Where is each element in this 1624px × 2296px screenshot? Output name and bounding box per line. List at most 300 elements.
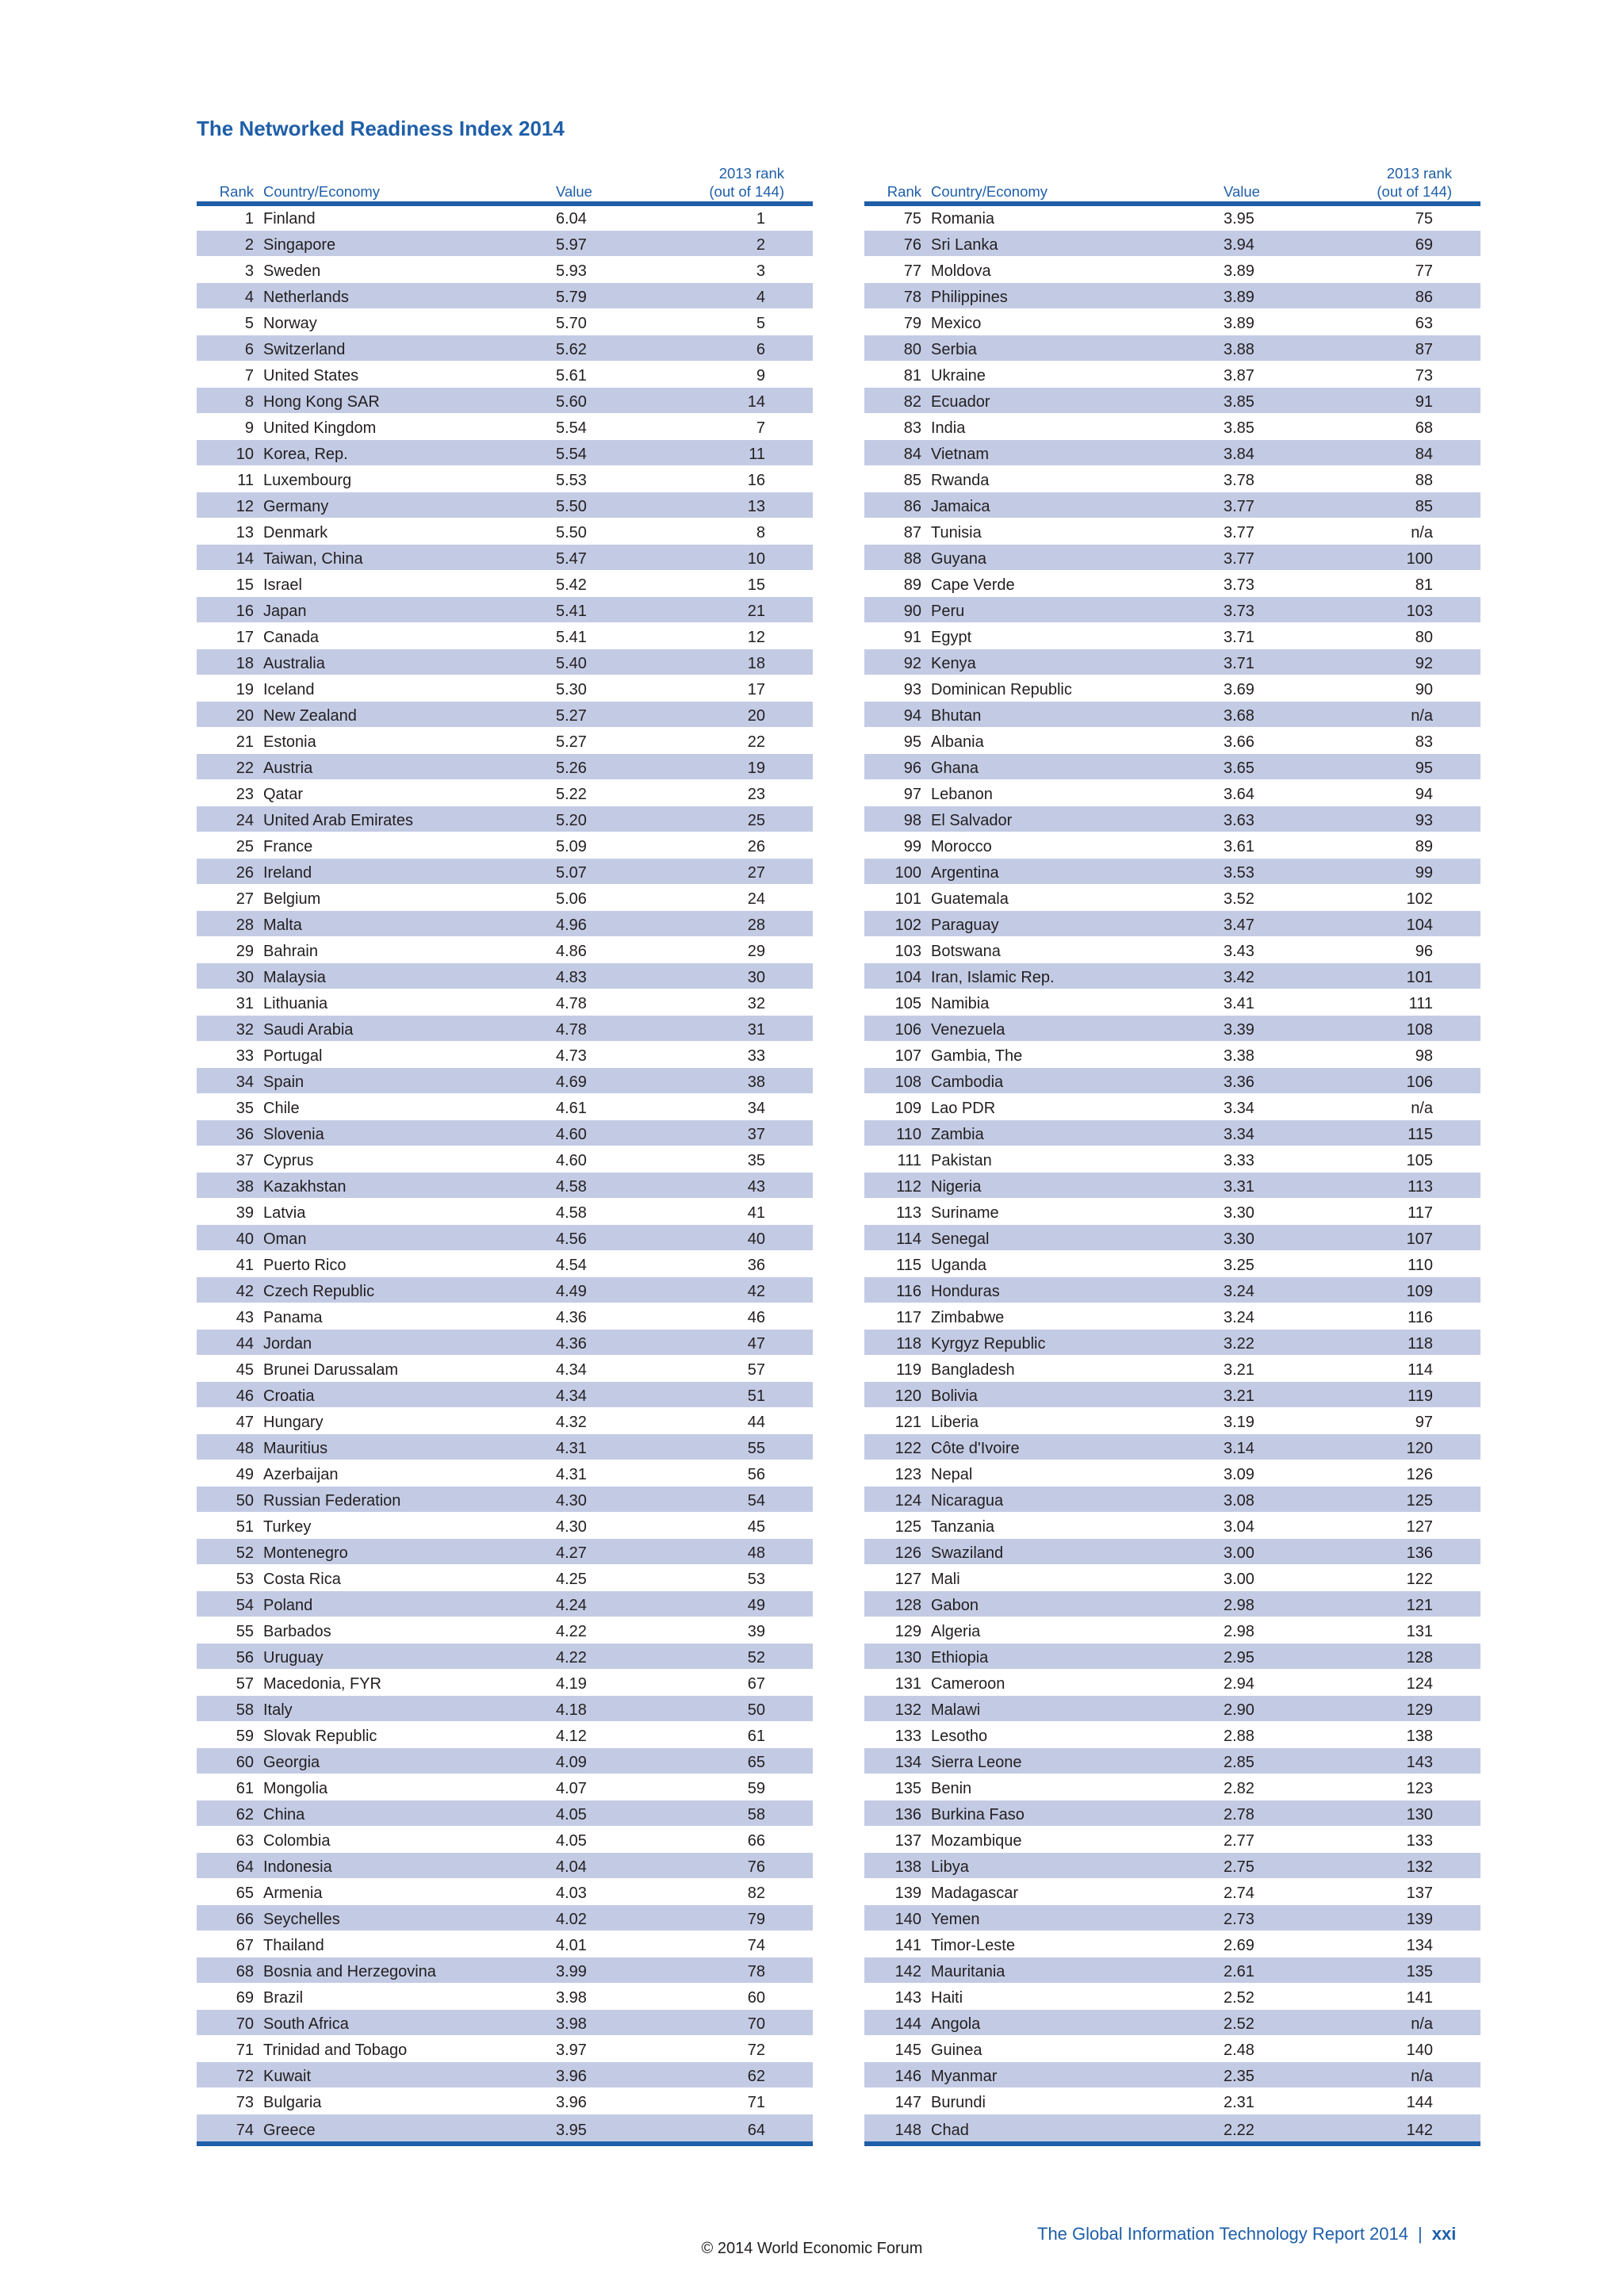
cell-country: South Africa: [263, 2009, 556, 2035]
table-row: [864, 832, 1480, 858]
cell-rank: 19: [197, 675, 263, 701]
cell-2013-rank: 124: [1358, 1669, 1480, 1695]
cell-2013-rank: 106: [1358, 1067, 1480, 1093]
cell-value: 3.39: [1224, 1015, 1358, 1041]
cell-country: Côte d'Ivoire: [931, 1433, 1224, 1460]
table-row: [864, 989, 1480, 1015]
cell-country: Slovenia: [263, 1119, 556, 1146]
cell-value: 2.88: [1224, 1721, 1358, 1747]
cell-2013-rank: 38: [691, 1067, 813, 1093]
cell-country: Kuwait: [263, 2061, 556, 2087]
cell-country: Jordan: [263, 1329, 556, 1355]
cell-value: 3.71: [1224, 649, 1358, 675]
cell-value: 3.52: [1224, 884, 1358, 910]
cell-2013-rank: 21: [691, 596, 813, 622]
table-row: [197, 910, 813, 936]
cell-rank: 15: [197, 570, 263, 596]
table-row: [864, 256, 1480, 282]
cell-2013-rank: 29: [691, 936, 813, 962]
cell-country: Austria: [263, 753, 556, 779]
cell-country: Egypt: [931, 622, 1224, 649]
cell-value: 4.49: [556, 1276, 691, 1303]
cell-2013-rank: 92: [1358, 649, 1480, 675]
cell-country: Burundi: [931, 2087, 1224, 2114]
cell-2013-rank: 122: [1358, 1564, 1480, 1590]
cell-rank: 118: [864, 1329, 931, 1355]
cell-value: 6.04: [556, 204, 691, 230]
cell-value: 2.52: [1224, 2009, 1358, 2035]
cell-rank: 105: [864, 989, 931, 1015]
cell-country: Cape Verde: [931, 570, 1224, 596]
cell-value: 5.27: [556, 727, 691, 753]
cell-rank: 58: [197, 1695, 263, 1721]
cell-2013-rank: 22: [691, 727, 813, 753]
cell-2013-rank: 117: [1358, 1198, 1480, 1224]
cell-value: 3.36: [1224, 1067, 1358, 1093]
table-row: [864, 1931, 1480, 1957]
cell-2013-rank: 46: [691, 1303, 813, 1329]
footer-separator: |: [1418, 2224, 1423, 2244]
cell-country: Jamaica: [931, 492, 1224, 518]
cell-rank: 113: [864, 1198, 931, 1224]
cell-value: 2.98: [1224, 1590, 1358, 1617]
cell-country: Sweden: [263, 256, 556, 282]
cell-rank: 1: [197, 204, 263, 230]
table-row: [197, 1512, 813, 1538]
cell-2013-rank: 10: [691, 544, 813, 570]
cell-2013-rank: 134: [1358, 1931, 1480, 1957]
cell-value: 4.01: [556, 1931, 691, 1957]
cell-2013-rank: 140: [1358, 2035, 1480, 2061]
cell-rank: 110: [864, 1119, 931, 1146]
cell-value: 3.30: [1224, 1224, 1358, 1250]
cell-value: 3.77: [1224, 518, 1358, 544]
cell-country: Spain: [263, 1067, 556, 1093]
cell-value: 5.06: [556, 884, 691, 910]
cell-value: 3.42: [1224, 962, 1358, 989]
cell-country: Singapore: [263, 230, 556, 256]
cell-value: 4.73: [556, 1041, 691, 1067]
cell-rank: 120: [864, 1381, 931, 1407]
cell-value: 3.89: [1224, 256, 1358, 282]
cell-rank: 100: [864, 858, 931, 884]
cell-value: 3.95: [556, 2114, 691, 2144]
cell-rank: 45: [197, 1355, 263, 1381]
cell-2013-rank: 127: [1358, 1512, 1480, 1538]
cell-2013-rank: 120: [1358, 1433, 1480, 1460]
cell-rank: 8: [197, 387, 263, 413]
cell-value: 4.18: [556, 1695, 691, 1721]
cell-value: 3.04: [1224, 1512, 1358, 1538]
cell-country: Nicaragua: [931, 1486, 1224, 1512]
cell-country: Botswana: [931, 936, 1224, 962]
cell-value: 4.78: [556, 1015, 691, 1041]
table-row: [197, 1198, 813, 1224]
cell-value: 5.26: [556, 753, 691, 779]
cell-rank: 29: [197, 936, 263, 962]
cell-country: Azerbaijan: [263, 1460, 556, 1486]
cell-value: 3.97: [556, 2035, 691, 2061]
cell-value: 5.70: [556, 308, 691, 335]
cell-rank: 51: [197, 1512, 263, 1538]
cell-value: 5.40: [556, 649, 691, 675]
cell-value: 4.83: [556, 962, 691, 989]
cell-2013-rank: 143: [1358, 1747, 1480, 1774]
cell-2013-rank: 109: [1358, 1276, 1480, 1303]
cell-country: Georgia: [263, 1747, 556, 1774]
cell-value: 3.94: [1224, 230, 1358, 256]
table-row: [197, 1276, 813, 1303]
cell-value: 4.03: [556, 1878, 691, 1904]
cell-country: Mexico: [931, 308, 1224, 335]
table-row: [197, 1617, 813, 1643]
cell-2013-rank: 88: [1358, 465, 1480, 492]
cell-rank: 39: [197, 1198, 263, 1224]
cell-country: Bahrain: [263, 936, 556, 962]
cell-country: Benin: [931, 1774, 1224, 1800]
cell-rank: 22: [197, 753, 263, 779]
cell-country: Honduras: [931, 1276, 1224, 1303]
table-row: [197, 1852, 813, 1878]
copyright-notice: © 2014 World Economic Forum: [701, 2240, 923, 2257]
cell-rank: 94: [864, 701, 931, 727]
cell-country: Cyprus: [263, 1146, 556, 1172]
cell-rank: 88: [864, 544, 931, 570]
cell-2013-rank: 102: [1358, 884, 1480, 910]
table-row: [197, 858, 813, 884]
cell-rank: 132: [864, 1695, 931, 1721]
table-row: [197, 701, 813, 727]
cell-2013-rank: 52: [691, 1643, 813, 1669]
cell-value: 5.50: [556, 518, 691, 544]
cell-rank: 17: [197, 622, 263, 649]
table-row: [864, 1119, 1480, 1146]
table-row: [197, 1931, 813, 1957]
cell-rank: 56: [197, 1643, 263, 1669]
cell-rank: 57: [197, 1669, 263, 1695]
cell-country: Bolivia: [931, 1381, 1224, 1407]
cell-2013-rank: 54: [691, 1486, 813, 1512]
table-row: [197, 1826, 813, 1852]
table-row: [864, 1486, 1480, 1512]
cell-rank: 77: [864, 256, 931, 282]
cell-value: 2.77: [1224, 1826, 1358, 1852]
cell-country: Australia: [263, 649, 556, 675]
cell-2013-rank: 69: [1358, 230, 1480, 256]
cell-value: 5.41: [556, 596, 691, 622]
cell-2013-rank: 84: [1358, 439, 1480, 465]
table-row: [864, 779, 1480, 806]
table-row: [197, 1486, 813, 1512]
cell-country: Belgium: [263, 884, 556, 910]
cell-country: Ukraine: [931, 361, 1224, 387]
table-row: [864, 1303, 1480, 1329]
table-row: [864, 1407, 1480, 1433]
cell-value: 4.07: [556, 1774, 691, 1800]
table-row: [197, 544, 813, 570]
cell-country: Kazakhstan: [263, 1172, 556, 1198]
table-row: [197, 361, 813, 387]
table-row: [864, 910, 1480, 936]
table-row: [197, 1041, 813, 1067]
cell-rank: 49: [197, 1460, 263, 1486]
cell-country: Colombia: [263, 1826, 556, 1852]
cell-rank: 112: [864, 1172, 931, 1198]
cell-2013-rank: 15: [691, 570, 813, 596]
cell-country: Ethiopia: [931, 1643, 1224, 1669]
cell-rank: 92: [864, 649, 931, 675]
table-row: [864, 884, 1480, 910]
cell-rank: 146: [864, 2061, 931, 2087]
table-row: [864, 1538, 1480, 1564]
table-row: [864, 806, 1480, 832]
table-row: [197, 1067, 813, 1093]
cell-country: Venezuela: [931, 1015, 1224, 1041]
cell-rank: 30: [197, 962, 263, 989]
cell-2013-rank: 58: [691, 1800, 813, 1826]
cell-rank: 44: [197, 1329, 263, 1355]
cell-rank: 9: [197, 413, 263, 439]
table-row: [197, 1590, 813, 1617]
table-row: [864, 936, 1480, 962]
cell-2013-rank: 7: [691, 413, 813, 439]
table-row: [197, 282, 813, 308]
header-2013-rank-line2: (out of 144): [709, 183, 784, 200]
cell-2013-rank: 128: [1358, 1643, 1480, 1669]
cell-country: Serbia: [931, 335, 1224, 361]
cell-rank: 43: [197, 1303, 263, 1329]
cell-country: Switzerland: [263, 335, 556, 361]
cell-rank: 79: [864, 308, 931, 335]
cell-2013-rank: 136: [1358, 1538, 1480, 1564]
cell-value: 3.96: [556, 2061, 691, 2087]
cell-value: 3.43: [1224, 936, 1358, 962]
cell-2013-rank: n/a: [1358, 1093, 1480, 1119]
cell-rank: 91: [864, 622, 931, 649]
table-row: [197, 1983, 813, 2009]
cell-country: Guatemala: [931, 884, 1224, 910]
cell-rank: 34: [197, 1067, 263, 1093]
cell-rank: 5: [197, 308, 263, 335]
table-row: [864, 413, 1480, 439]
cell-2013-rank: 114: [1358, 1355, 1480, 1381]
cell-country: Algeria: [931, 1617, 1224, 1643]
cell-rank: 83: [864, 413, 931, 439]
table-row: [864, 308, 1480, 335]
table-row: [197, 649, 813, 675]
table-row: [864, 570, 1480, 596]
cell-2013-rank: 66: [691, 1826, 813, 1852]
cell-country: Czech Republic: [263, 1276, 556, 1303]
table-row: [864, 439, 1480, 465]
cell-value: 4.56: [556, 1224, 691, 1250]
cell-value: 3.00: [1224, 1538, 1358, 1564]
cell-value: 4.58: [556, 1198, 691, 1224]
cell-value: 4.69: [556, 1067, 691, 1093]
table-row: [864, 596, 1480, 622]
cell-value: 5.97: [556, 230, 691, 256]
cell-2013-rank: 13: [691, 492, 813, 518]
cell-country: Canada: [263, 622, 556, 649]
cell-value: 3.99: [556, 1957, 691, 1983]
table-row: [864, 2114, 1480, 2144]
cell-value: 5.22: [556, 779, 691, 806]
cell-2013-rank: 56: [691, 1460, 813, 1486]
cell-rank: 6: [197, 335, 263, 361]
cell-value: 3.30: [1224, 1198, 1358, 1224]
cell-rank: 85: [864, 465, 931, 492]
cell-country: Taiwan, China: [263, 544, 556, 570]
cell-2013-rank: 70: [691, 2009, 813, 2035]
cell-2013-rank: 104: [1358, 910, 1480, 936]
table-row: [197, 1460, 813, 1486]
table-row: [864, 675, 1480, 701]
cell-2013-rank: 130: [1358, 1800, 1480, 1826]
cell-country: Romania: [931, 204, 1224, 230]
cell-2013-rank: 78: [691, 1957, 813, 1983]
table-row: [197, 753, 813, 779]
cell-2013-rank: 57: [691, 1355, 813, 1381]
cell-2013-rank: 138: [1358, 1721, 1480, 1747]
cell-value: 3.95: [1224, 204, 1358, 230]
cell-country: Lithuania: [263, 989, 556, 1015]
cell-rank: 86: [864, 492, 931, 518]
cell-2013-rank: 47: [691, 1329, 813, 1355]
cell-rank: 101: [864, 884, 931, 910]
cell-2013-rank: 142: [1358, 2114, 1480, 2144]
cell-value: 3.87: [1224, 361, 1358, 387]
cell-2013-rank: 32: [691, 989, 813, 1015]
cell-country: Swaziland: [931, 1538, 1224, 1564]
cell-2013-rank: 49: [691, 1590, 813, 1617]
cell-country: Brazil: [263, 1983, 556, 2009]
cell-country: Namibia: [931, 989, 1224, 1015]
cell-value: 5.20: [556, 806, 691, 832]
cell-value: 3.69: [1224, 675, 1358, 701]
cell-value: 3.66: [1224, 727, 1358, 753]
cell-country: Korea, Rep.: [263, 439, 556, 465]
cell-value: 4.36: [556, 1329, 691, 1355]
cell-rank: 70: [197, 2009, 263, 2035]
cell-value: 4.60: [556, 1146, 691, 1172]
cell-rank: 50: [197, 1486, 263, 1512]
table-row: [864, 1564, 1480, 1590]
table-row: [197, 2114, 813, 2144]
cell-value: 4.54: [556, 1250, 691, 1276]
header-2013-rank-line1: 2013 rank: [1386, 165, 1452, 182]
cell-rank: 97: [864, 779, 931, 806]
cell-country: New Zealand: [263, 701, 556, 727]
cell-rank: 82: [864, 387, 931, 413]
column-header-country: Country/Economy: [263, 163, 556, 204]
cell-2013-rank: 83: [1358, 727, 1480, 753]
cell-rank: 59: [197, 1721, 263, 1747]
table-row: [197, 1695, 813, 1721]
cell-rank: 55: [197, 1617, 263, 1643]
cell-country: Tanzania: [931, 1512, 1224, 1538]
cell-country: Russian Federation: [263, 1486, 556, 1512]
cell-2013-rank: 110: [1358, 1250, 1480, 1276]
cell-country: Nepal: [931, 1460, 1224, 1486]
cell-country: Moldova: [931, 256, 1224, 282]
cell-2013-rank: 37: [691, 1119, 813, 1146]
cell-country: Liberia: [931, 1407, 1224, 1433]
cell-rank: 134: [864, 1747, 931, 1774]
table-row: [197, 2009, 813, 2035]
cell-2013-rank: 77: [1358, 256, 1480, 282]
cell-country: Oman: [263, 1224, 556, 1250]
cell-rank: 53: [197, 1564, 263, 1590]
cell-country: Malta: [263, 910, 556, 936]
table-row: [864, 544, 1480, 570]
cell-2013-rank: 60: [691, 1983, 813, 2009]
cell-rank: 145: [864, 2035, 931, 2061]
cell-rank: 52: [197, 1538, 263, 1564]
cell-rank: 80: [864, 335, 931, 361]
cell-country: Zimbabwe: [931, 1303, 1224, 1329]
cell-rank: 18: [197, 649, 263, 675]
cell-2013-rank: 131: [1358, 1617, 1480, 1643]
cell-2013-rank: 100: [1358, 544, 1480, 570]
table-row: [197, 1721, 813, 1747]
cell-2013-rank: 99: [1358, 858, 1480, 884]
table-row: [864, 1015, 1480, 1041]
cell-rank: 13: [197, 518, 263, 544]
cell-2013-rank: 98: [1358, 1041, 1480, 1067]
cell-2013-rank: 48: [691, 1538, 813, 1564]
cell-2013-rank: 17: [691, 675, 813, 701]
table-row: [864, 1957, 1480, 1983]
cell-2013-rank: 91: [1358, 387, 1480, 413]
cell-country: Madagascar: [931, 1878, 1224, 1904]
table-row: [197, 230, 813, 256]
cell-rank: 76: [864, 230, 931, 256]
cell-value: 4.86: [556, 936, 691, 962]
cell-country: Morocco: [931, 832, 1224, 858]
cell-2013-rank: 123: [1358, 1774, 1480, 1800]
table-row: [197, 1224, 813, 1250]
table-row: [197, 622, 813, 649]
cell-value: 2.85: [1224, 1747, 1358, 1774]
cell-value: 4.34: [556, 1381, 691, 1407]
table-row: [197, 806, 813, 832]
table-row: [197, 1774, 813, 1800]
cell-2013-rank: 41: [691, 1198, 813, 1224]
cell-rank: 139: [864, 1878, 931, 1904]
table-row: [864, 335, 1480, 361]
cell-rank: 26: [197, 858, 263, 884]
cell-value: 3.41: [1224, 989, 1358, 1015]
table-row: [864, 1381, 1480, 1407]
header-2013-rank-line2: (out of 144): [1377, 183, 1452, 200]
table-row: [864, 753, 1480, 779]
cell-rank: 104: [864, 962, 931, 989]
table-row: [864, 282, 1480, 308]
cell-value: 5.09: [556, 832, 691, 858]
table-row: [864, 727, 1480, 753]
cell-2013-rank: 68: [1358, 413, 1480, 439]
cell-2013-rank: 139: [1358, 1904, 1480, 1931]
cell-2013-rank: 5: [691, 308, 813, 335]
cell-country: Thailand: [263, 1931, 556, 1957]
cell-2013-rank: 53: [691, 1564, 813, 1590]
cell-country: Latvia: [263, 1198, 556, 1224]
table-row: [864, 2087, 1480, 2114]
cell-rank: 47: [197, 1407, 263, 1433]
cell-country: Barbados: [263, 1617, 556, 1643]
cell-country: Mauritius: [263, 1433, 556, 1460]
cell-country: Puerto Rico: [263, 1250, 556, 1276]
